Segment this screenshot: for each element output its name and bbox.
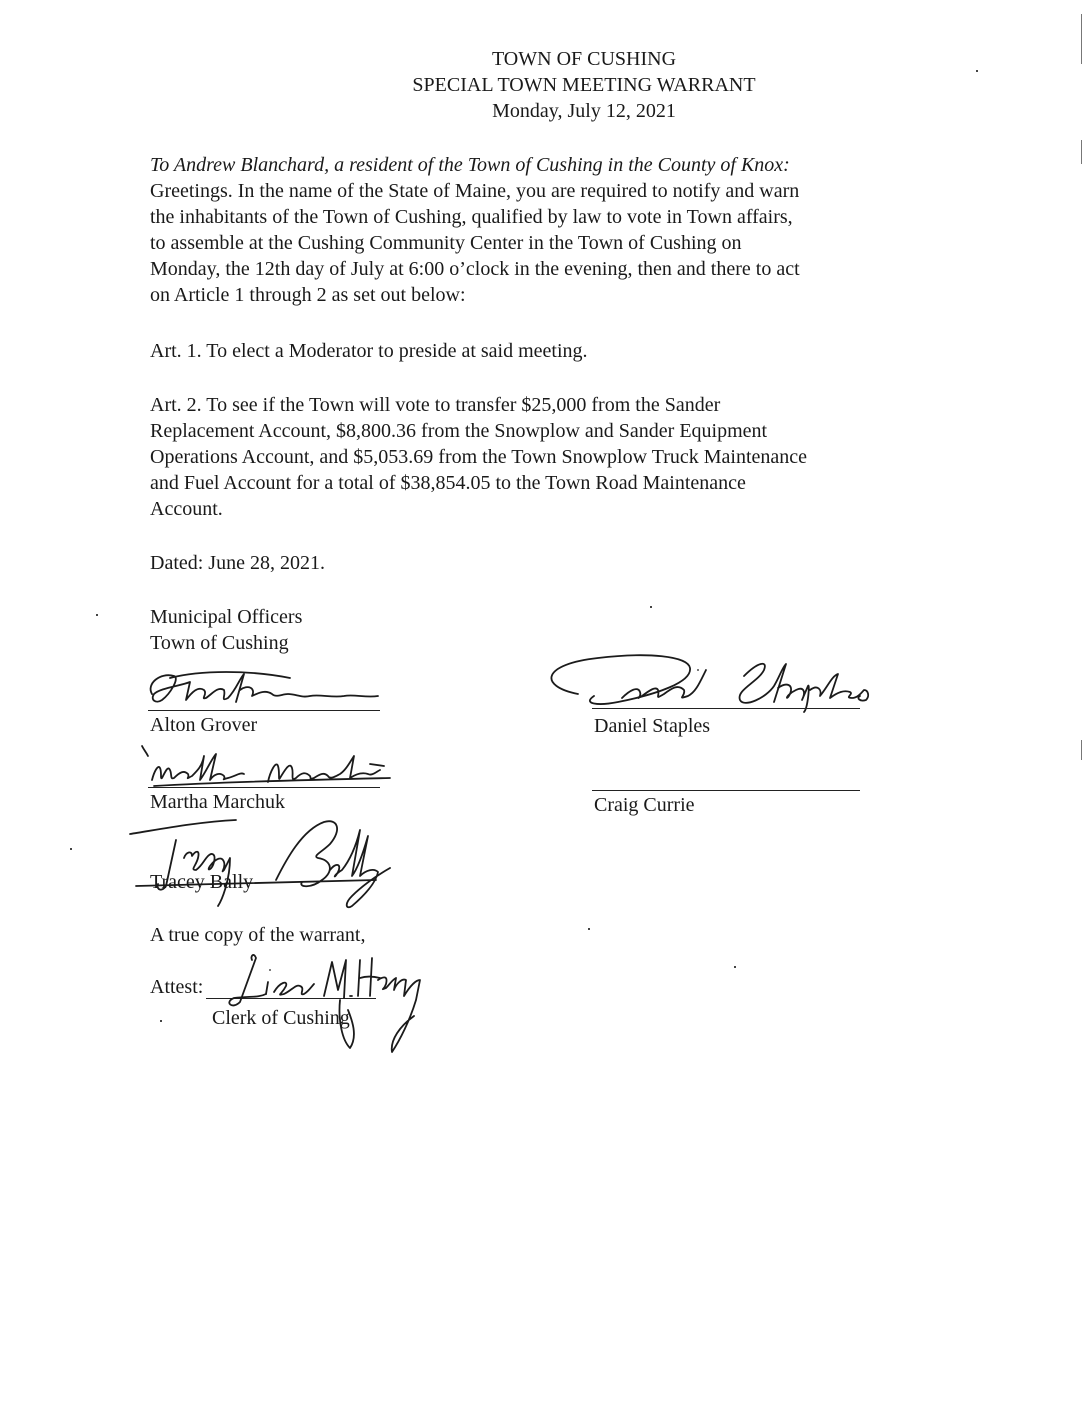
- signature-lisa-young: [210, 940, 440, 1060]
- signature-line-martha: [148, 787, 380, 788]
- scan-speck: [96, 614, 98, 616]
- signer-name-craig: Craig Currie: [594, 794, 695, 816]
- header-meeting-date: Monday, July 12, 2021: [492, 100, 676, 122]
- intro-line: Greetings. In the name of the State of Maine, you are required to notify and warn: [150, 180, 800, 202]
- scan-edge-mark: [1081, 740, 1082, 760]
- scan-speck: [588, 928, 590, 930]
- dated-line: [150, 550, 940, 576]
- scan-speck: [650, 606, 652, 608]
- true-copy-text: A true copy of the warrant,: [150, 924, 366, 946]
- signature-line-craig: [592, 790, 860, 791]
- intro-paragraph: [150, 152, 940, 308]
- signature-tracey-bally: [126, 810, 406, 920]
- intro-line: on Article 1 through 2 as set out below:: [150, 284, 466, 306]
- intro-line: to assemble at the Cushing Community Center in the Town of Cushing on: [150, 232, 742, 254]
- header-warrant-title: SPECIAL TOWN MEETING WARRANT: [412, 74, 756, 96]
- scan-speck: [734, 966, 736, 968]
- article-2-line: Art. 2. To see if the Town will vote to transfer $25,000 from the Sander: [150, 394, 721, 416]
- scan-speck: [160, 1020, 162, 1022]
- intro-address: To Andrew Blanchard, a resident of the Town of Cushing in the County of Knox:: [150, 154, 790, 176]
- intro-line: the inhabitants of the Town of Cushing, qualified by law to vote in Town affairs,: [150, 206, 793, 228]
- scan-speck: [70, 848, 72, 850]
- scan-edge-mark: [1081, 140, 1082, 164]
- article-2-line: and Fuel Account for a total of $38,854.05 to the Town Road Maintenance: [150, 472, 746, 494]
- attest-label: Attest:: [150, 976, 204, 998]
- scan-edge-mark: [1081, 14, 1082, 64]
- clerk-title: Clerk of Cushing: [212, 1007, 350, 1029]
- officers-title: Municipal Officers: [150, 606, 303, 628]
- signature-martha-marchuk: [140, 742, 400, 792]
- header-town: TOWN OF CUSHING: [491, 48, 677, 70]
- document-header: [0, 46, 1088, 124]
- scan-speck: [976, 70, 978, 72]
- intro-line: Monday, the 12th day of July at 6:00 o’clock in the evening, then and there to act: [150, 258, 800, 280]
- signer-name-daniel: Daniel Staples: [594, 715, 711, 737]
- signature-line-daniel: [592, 708, 860, 709]
- article-2: [150, 392, 940, 522]
- signature-line-alton: [148, 710, 380, 711]
- article-2-line: Operations Account, and $5,053.69 from the Town Snowplow Truck Maintenance: [150, 446, 808, 468]
- signer-name-tracey: Tracey Bally: [150, 871, 254, 893]
- signature-daniel-staples: [538, 646, 888, 716]
- article-2-line: Account.: [150, 498, 223, 520]
- signer-name-alton: Alton Grover: [150, 714, 258, 736]
- article-2-line: Replacement Account, $8,800.36 from the Snowplow and Sander Equipment: [150, 420, 768, 442]
- signer-name-martha: Martha Marchuk: [150, 791, 285, 813]
- signature-alton-grover: [140, 664, 390, 716]
- article-1: [150, 338, 940, 364]
- dated-text: Dated: June 28, 2021.: [150, 552, 325, 574]
- article-1-text: Art. 1. To elect a Moderator to preside at said meeting.: [150, 340, 588, 362]
- officers-town: Town of Cushing: [150, 632, 289, 654]
